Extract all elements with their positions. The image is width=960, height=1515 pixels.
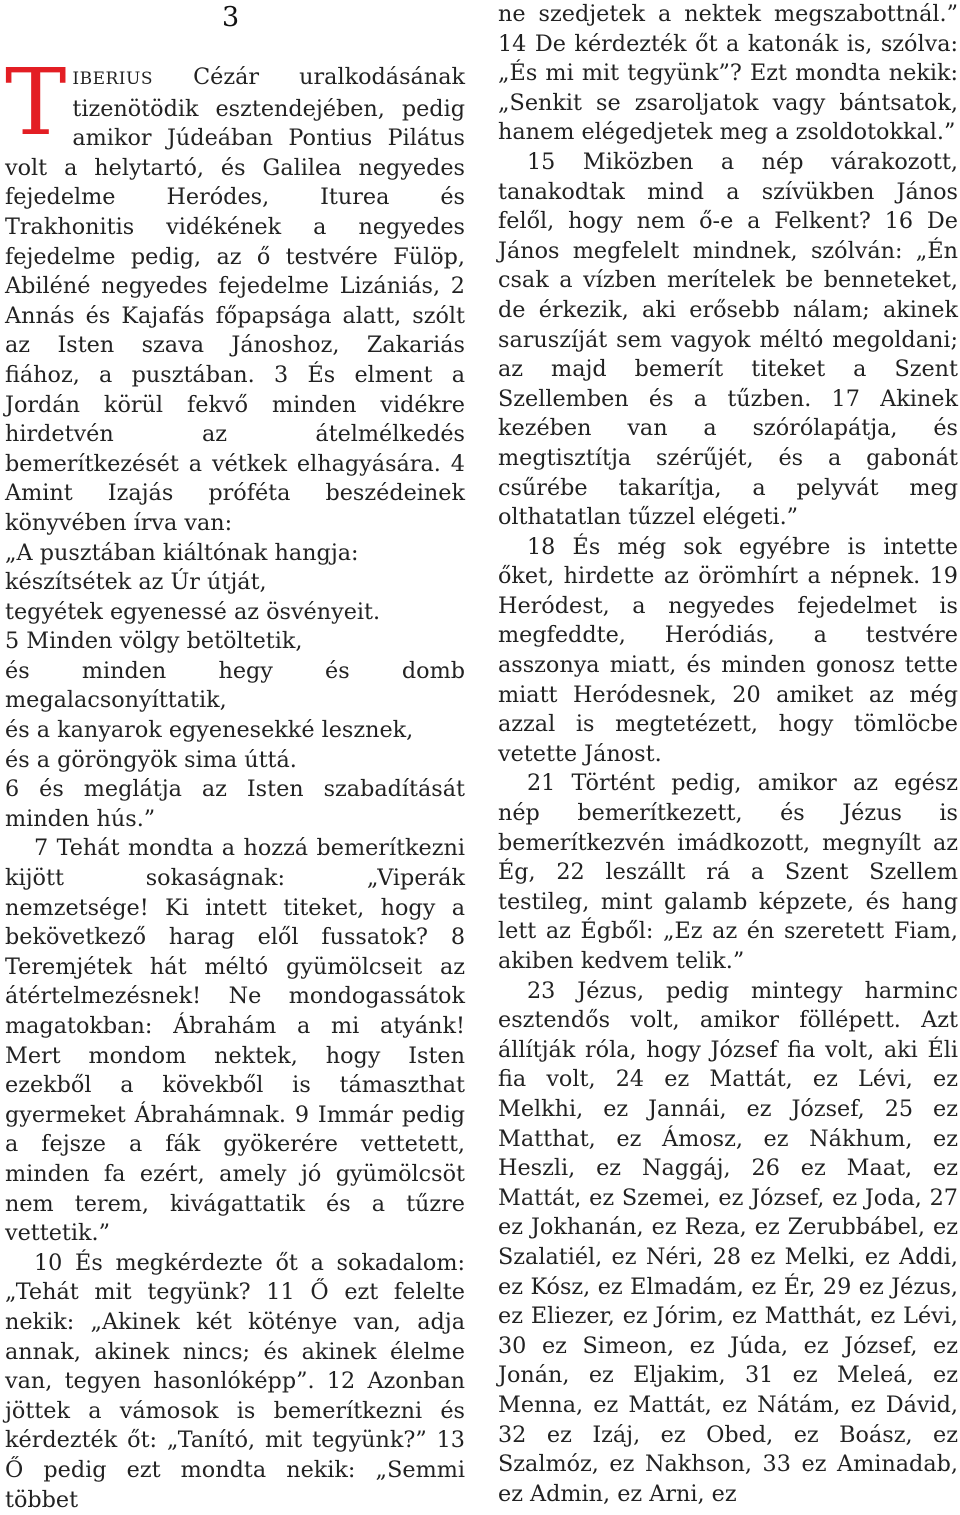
verse-1-text: Cézár uralkodásának tizenötödik esztendejében, pedig amikor Júdeában Pontius Pilátus volt a helytartó, és Galilea negyedes fejedelme Heródes, Iturea és Trakhonitis vidékének a negyedes fejedelme pedig, az ő testvére Fülöp, Abiléné negyedes fejedelme Lizániás, 2 Annás és Kajafás főpapsága alatt, szólt az Isten szava Jánoshoz, Zakariás fiához, a pusztában. 3 És elment a Jordán körül fekvő minden vidékre hirdetvén az átelmélkedés bemerítkezését a vétkek elhagyására. 4 Amint Izajás próféta beszédeinek könyvében írva van: [5,64,465,536]
left-column [5,49,465,1515]
opening-smallcaps: IBERIUS [72,69,153,89]
quoted-poem [5,539,465,835]
drop-cap-letter: T [5,49,67,156]
poem-line: 5 Minden völgy betöltetik, [5,628,303,655]
paragraph-verse-18: 18 És még sok egyébre is intette őket, hirdette az örömhírt a népnek. 19 Heródest, a negyedes fejedelmet is megfeddte, Heródiás, a testvére asszonya miatt, és minden gonosz tette miatt Heródesnek, 20 amiket az még azzal is megtetézett, hogy tömlöcbe vetette Jánost. [498,533,958,767]
opening-paragraph [5,49,465,539]
paragraph-verse-21: 21 Történt pedig, amikor az egész nép bemerítkezett, és Jézus is bemerítkezvén imádkozott, megnyílt az Ég, 22 leszállt rá a Szent Szellem testileg, mint galamb képzete, és hang lett az Égből: „Ez az én szeretett Fiam, akiben kedvem telik.” [498,770,958,974]
paragraph-verse-7: 7 Tehát mondta a hozzá bemerítkezni kijött sokaságnak: „Viperák nemzetsége! Ki intett titeket, hogy a bekövetkező harag elől fussatok? 8 Teremjétek hát méltó gyümölcseit az átértelmezésnek! Ne mondogassátok magatokban: Ábrahám a mi atyánk! Mert mondom nektek, hogy Isten ezekből a kövekből is támaszthat gyermeket Ábrahámnak. 9 Immár pedig a fejsze a fák gyökerére vettetett, minden fa ezért, amely jó gyümölcsöt nem terem, kivágattatik és a tűzre vettetik.” [5,835,465,1247]
poem-line: és a kanyarok egyenesekké lesznek, [5,717,414,744]
paragraph-verse-15: 15 Miközben a nép várakozott, tanakodtak mind a szívükben János felől, hogy nem ő-e a Felkent? 16 De János megfelelt mindnek, szólván: „Én csak a vízben merítelek be benneteket, de érkezik, aki erősebb nálam; akinek saruszíját sem vagyok méltó megoldani; az majd bemerít titeket a Szent Szellemben és a tűzben. 17 Akinek kezében van a szórólapátja, és megtisztítja szérűjét, és a gabonát csűrébe takarítja, a pelyvát meg olthatatlan tűzzel elégeti.” [498,148,958,531]
poem-line: és minden hegy és domb megalacsonyíttatik, [5,657,465,714]
poem-line: és a göröngyök sima úttá. [5,746,297,773]
paragraph-verse-10: 10 És megkérdezte őt a sokadalom: „Tehát mit tegyünk? 11 Ő ezt felelte nekik: „Akinek két köténye van, adja annak, akinek nincs; és akinek élelme van, tegyen hasonlóképp”. 12 Azonban jöttek a vámosok is bemerítkezni és kérdezték őt: „Tanító, mit tegyünk?” 13 Ő pedig ezt mondta nekik: „Semmi többet [5,1249,465,1513]
poem-line: tegyétek egyenessé az ösvényeit. [5,598,381,625]
poem-line: „A pusztában kiáltónak hangja: [5,539,359,566]
paragraph-verse-13-cont: ne szedjetek a nektek megszabottnál.” 14 De kérdezték őt a katonák is, szólva: „És mi mit tegyünk”? Ezt mondta nekik: „Senkit se zsaroljatok vagy bántsatok, hanem elégedjetek meg a zsoldotokkal.” [498,1,958,146]
page-number: 3 [222,2,240,33]
right-column [498,0,958,1509]
paragraph-verse-23: 23 Jézus, pedig mintegy harminc esztendős volt, amikor föllépett. Azt állítják róla, hogy József fia volt, aki Éli fia volt, 24 ez Mattát, ez Lévi, ez Melkhi, ez Jannái, ez József, 25 ez Matthat, ez Ámosz, ez Nákhum, ez Heszli, ez Naggáj, 26 ez Maat, ez Mattát, ez Szemei, ez József, ez Joda, 27 ez Jokhanán, ez Reza, ez Zerubbábel, ez Szalatiél, ez Néri, 28 ez Melki, ez Addi, ez Kósz, ez Elmadám, ez Ér, 29 ez Jézus, ez Eliezer, ez Jórim, ez Matthát, ez Lévi, 30 ez Simeon, ez Júda, ez József, ez Jonán, ez Eljakim, 31 ez Meleá, ez Menna, ez Mattát, ez Nátám, ez Dávid, 32 ez Izáj, ez Obed, ez Boász, ez Szalmóz, ez Nakhson, 33 ez Aminadab, ez Admin, ez Arni, ez [498,977,958,1507]
poem-line: 6 és meglátja az Isten szabadítását minden hús.” [5,776,465,832]
poem-line: készítsétek az Úr útját, [5,569,267,596]
